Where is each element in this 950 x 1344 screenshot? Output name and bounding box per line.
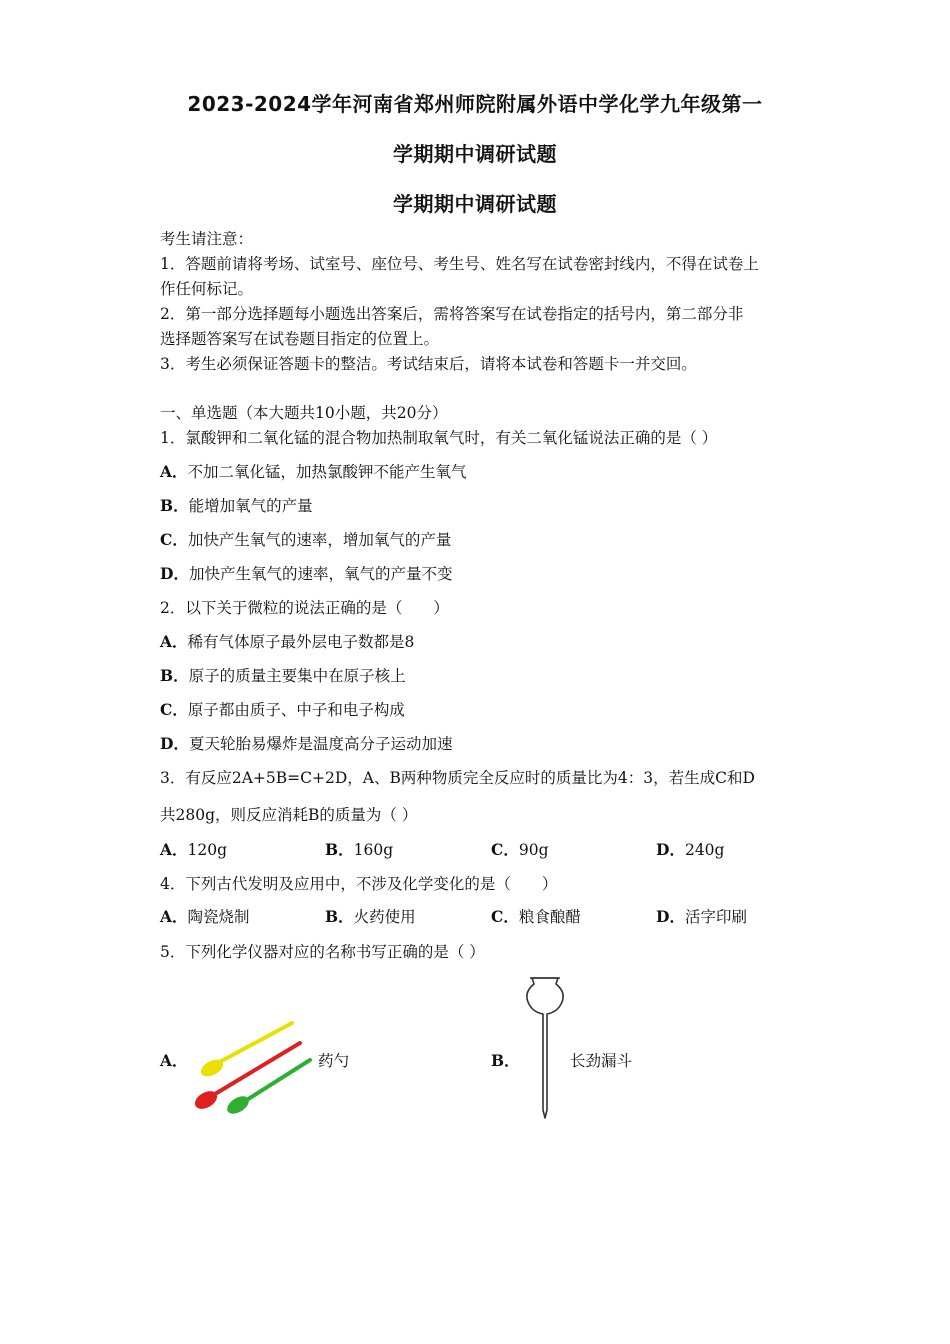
page-title-line-3: 学期期中调研试题	[393, 192, 557, 216]
answer-option	[160, 732, 452, 754]
notice-line: 1．答题前请将考场、试室号、座位号、考生号、姓名写在试卷密封线内，不得在试卷上	[160, 255, 759, 273]
option-label: D．	[160, 734, 189, 753]
answer-option	[160, 528, 451, 550]
answer-option	[160, 905, 250, 927]
option-label: A．	[160, 907, 188, 926]
option-label: D．	[160, 564, 189, 583]
notice-line: 3．考生必须保证答题卡的整洁。考试结束后，请将本试卷和答题卡一并交回。	[160, 355, 697, 373]
option-label: B．	[160, 666, 189, 685]
option-text: 加快产生氧气的速率，氧气的产量不变	[188, 565, 453, 583]
page-title-line-2: 学期期中调研试题	[393, 142, 557, 166]
option-text: 160g	[353, 841, 394, 859]
option-label: A．	[160, 1051, 188, 1070]
option-text: 120g	[187, 841, 228, 859]
option-label: D．	[656, 840, 685, 859]
option-text: 原子的质量主要集中在原子核上	[188, 667, 406, 685]
question-stem: 1．氯酸钾和二氧化锰的混合物加热制取氧气时，有关二氧化锰说法正确的是（ ）	[160, 429, 718, 447]
option-text: 药勺	[318, 1052, 350, 1070]
option-text: 火药使用	[353, 908, 416, 926]
yellow-spoon	[198, 1023, 292, 1080]
answer-option	[160, 664, 406, 686]
option-label: C．	[491, 907, 519, 926]
option-label: B．	[160, 496, 189, 515]
answer-option	[656, 838, 724, 860]
option-text: 不加二氧化锰，加热氯酸钾不能产生氧气	[187, 463, 467, 481]
option-label: A．	[160, 462, 188, 481]
option-text: 稀有气体原子最外层电子数都是8	[187, 633, 415, 651]
answer-option	[160, 838, 227, 860]
question-stem: 5．下列化学仪器对应的名称书写正确的是（ ）	[160, 943, 485, 961]
answer-option	[160, 460, 467, 482]
question-stem: 3．有反应2A+5B=C+2D，A、B两种物质完全反应时的质量比为4：3，若生成C和D	[160, 769, 755, 787]
option-text: 90g	[518, 841, 549, 859]
option-text: 粮食酿醋	[518, 908, 581, 926]
option-text: 活字印刷	[684, 908, 747, 926]
answer-option	[656, 905, 747, 927]
answer-option	[160, 630, 414, 652]
option-label: C．	[160, 530, 188, 549]
option-label: C．	[160, 700, 188, 719]
option-label: B．	[325, 907, 354, 926]
option-text: 加快产生氧气的速率，增加氧气的产量	[187, 531, 452, 549]
answer-option	[160, 494, 313, 516]
answer-option	[325, 838, 393, 860]
question-stem: 2．以下关于微粒的说法正确的是（ ）	[160, 599, 449, 617]
option-text: 长劲漏斗	[570, 1052, 633, 1070]
answer-option	[160, 698, 405, 720]
option-label: B．	[325, 840, 354, 859]
medicine-spoons-icon	[192, 1015, 317, 1115]
answer-option	[491, 838, 549, 860]
page-title-line-1: 2023-2024学年河南省郑州师院附属外语中学化学九年级第一	[187, 92, 763, 116]
option-text: 能增加氧气的产量	[188, 497, 313, 515]
answer-option	[160, 562, 452, 584]
notice-line: 选择题答案写在试卷题目指定的位置上。	[160, 330, 440, 348]
option-text: 240g	[684, 841, 725, 859]
option-label: D．	[656, 907, 685, 926]
answer-option	[491, 905, 581, 927]
option-text: 原子都由质子、中子和电子构成	[187, 701, 405, 719]
notice-line: 2．第一部分选择题每小题选出答案后，需将答案写在试卷指定的括号内，第二部分非	[160, 305, 744, 323]
green-spoon	[224, 1060, 310, 1115]
long-neck-funnel-icon	[520, 972, 570, 1122]
question-stem: 共280g，则反应消耗B的质量为（ ）	[160, 806, 418, 824]
option-text: 夏天轮胎易爆炸是温度高分子运动加速	[188, 735, 453, 753]
notice-line: 作任何标记。	[160, 280, 254, 298]
answer-option	[325, 905, 416, 927]
option-label: C．	[491, 840, 519, 859]
option-label: A．	[160, 632, 188, 651]
option-text: 陶瓷烧制	[187, 908, 250, 926]
question-stem: 4．下列古代发明及应用中，不涉及化学变化的是（ ）	[160, 875, 558, 893]
notice-heading: 考生请注意：	[160, 230, 254, 248]
section-heading: 一、单选题（本大题共10小题，共20分）	[160, 404, 448, 422]
option-label: B．	[491, 1051, 520, 1070]
option-label: A．	[160, 840, 188, 859]
